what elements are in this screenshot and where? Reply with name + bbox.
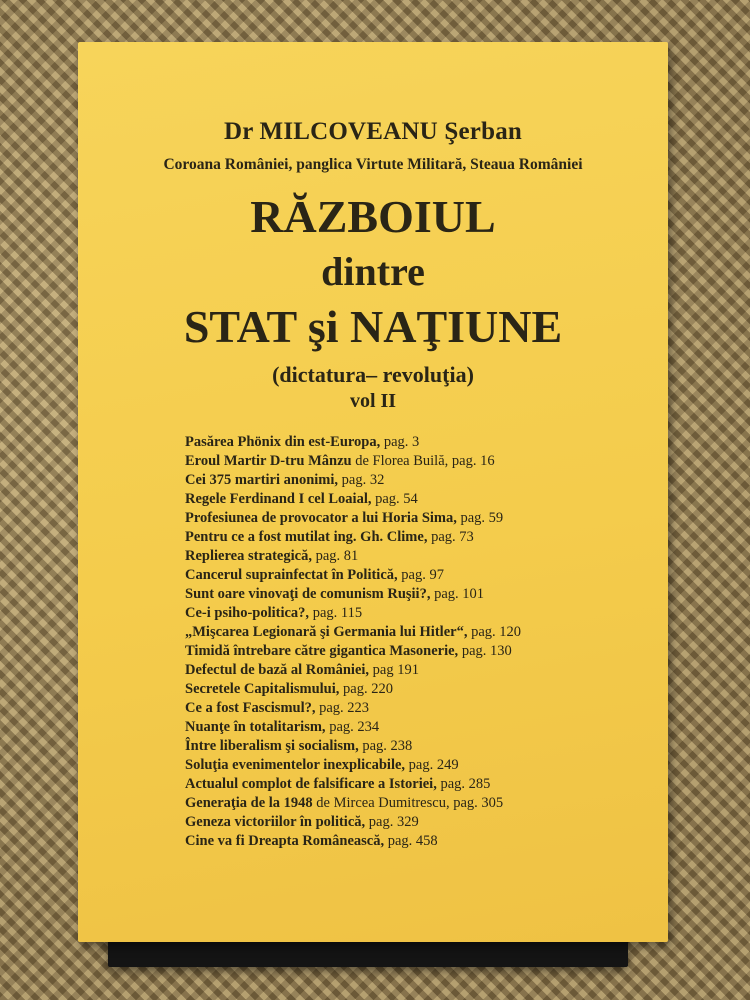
toc-item: Eroul Martir D-tru Mânzu de Florea Builă, pag. 16 (185, 453, 495, 469)
author-name: Dr MILCOVEANU Şerban (224, 118, 522, 145)
toc-item: Ce a fost Fascismul?, pag. 223 (185, 700, 370, 716)
toc-item: Între liberalism şi socialism, pag. 238 (185, 738, 413, 754)
book-cover (78, 42, 668, 942)
toc-item: Defectul de bază al României, pag 191 (185, 662, 419, 678)
table-of-contents (185, 433, 655, 851)
toc-item: Cine va fi Dreapta Românească, pag. 458 (185, 833, 438, 849)
toc-item: Profesiunea de provocator a lui Horia Sima, pag. 59 (185, 510, 504, 526)
volume-label: vol II (349, 390, 397, 412)
toc-item: Geneza victoriilor în politică, pag. 329 (185, 814, 419, 830)
toc-item: Cei 375 martiri anonimi, pag. 32 (185, 472, 385, 488)
author-honors: Coroana României, panglica Virtute Militară, Steaua României (163, 156, 583, 173)
toc-item: Generaţia de la 1948 de Mircea Dumitrescu, pag. 305 (185, 795, 504, 811)
toc-item: Sunt oare vinovaţi de comunism Ruşii?, pag. 101 (185, 586, 485, 602)
toc-item: Secretele Capitalismului, pag. 220 (185, 681, 393, 697)
title-line-3: STAT şi NAŢIUNE (183, 301, 563, 352)
toc-item: Ce-i psiho-politica?, pag. 115 (185, 605, 363, 621)
toc-item: „Mişcarea Legionară şi Germania lui Hitler“, pag. 120 (185, 624, 522, 640)
toc-item: Pasărea Phönix din est-Europa, pag. 3 (185, 434, 420, 450)
toc-item: Nuanţe în totalitarism, pag. 234 (185, 719, 380, 735)
title-line-1: RĂZBOIUL (250, 191, 496, 242)
title-line-2: dintre (321, 249, 425, 294)
toc-item: Cancerul suprainfectat în Politică, pag. 97 (185, 567, 444, 583)
toc-item: Regele Ferdinand I cel Loaial, pag. 54 (185, 491, 418, 507)
book-subtitle: (dictatura– revoluţia) (272, 362, 474, 387)
toc-item: Timidă întrebare către gigantica Masonerie, pag. 130 (185, 643, 512, 659)
toc-item: Replierea strategică, pag. 81 (185, 548, 359, 564)
toc-item: Pentru ce a fost mutilat ing. Gh. Clime, pag. 73 (185, 529, 474, 545)
toc-item: Soluţia evenimentelor inexplicabile, pag. 249 (185, 757, 459, 773)
toc-item: Actualul complot de falsificare a Istoriei, pag. 285 (185, 776, 491, 792)
